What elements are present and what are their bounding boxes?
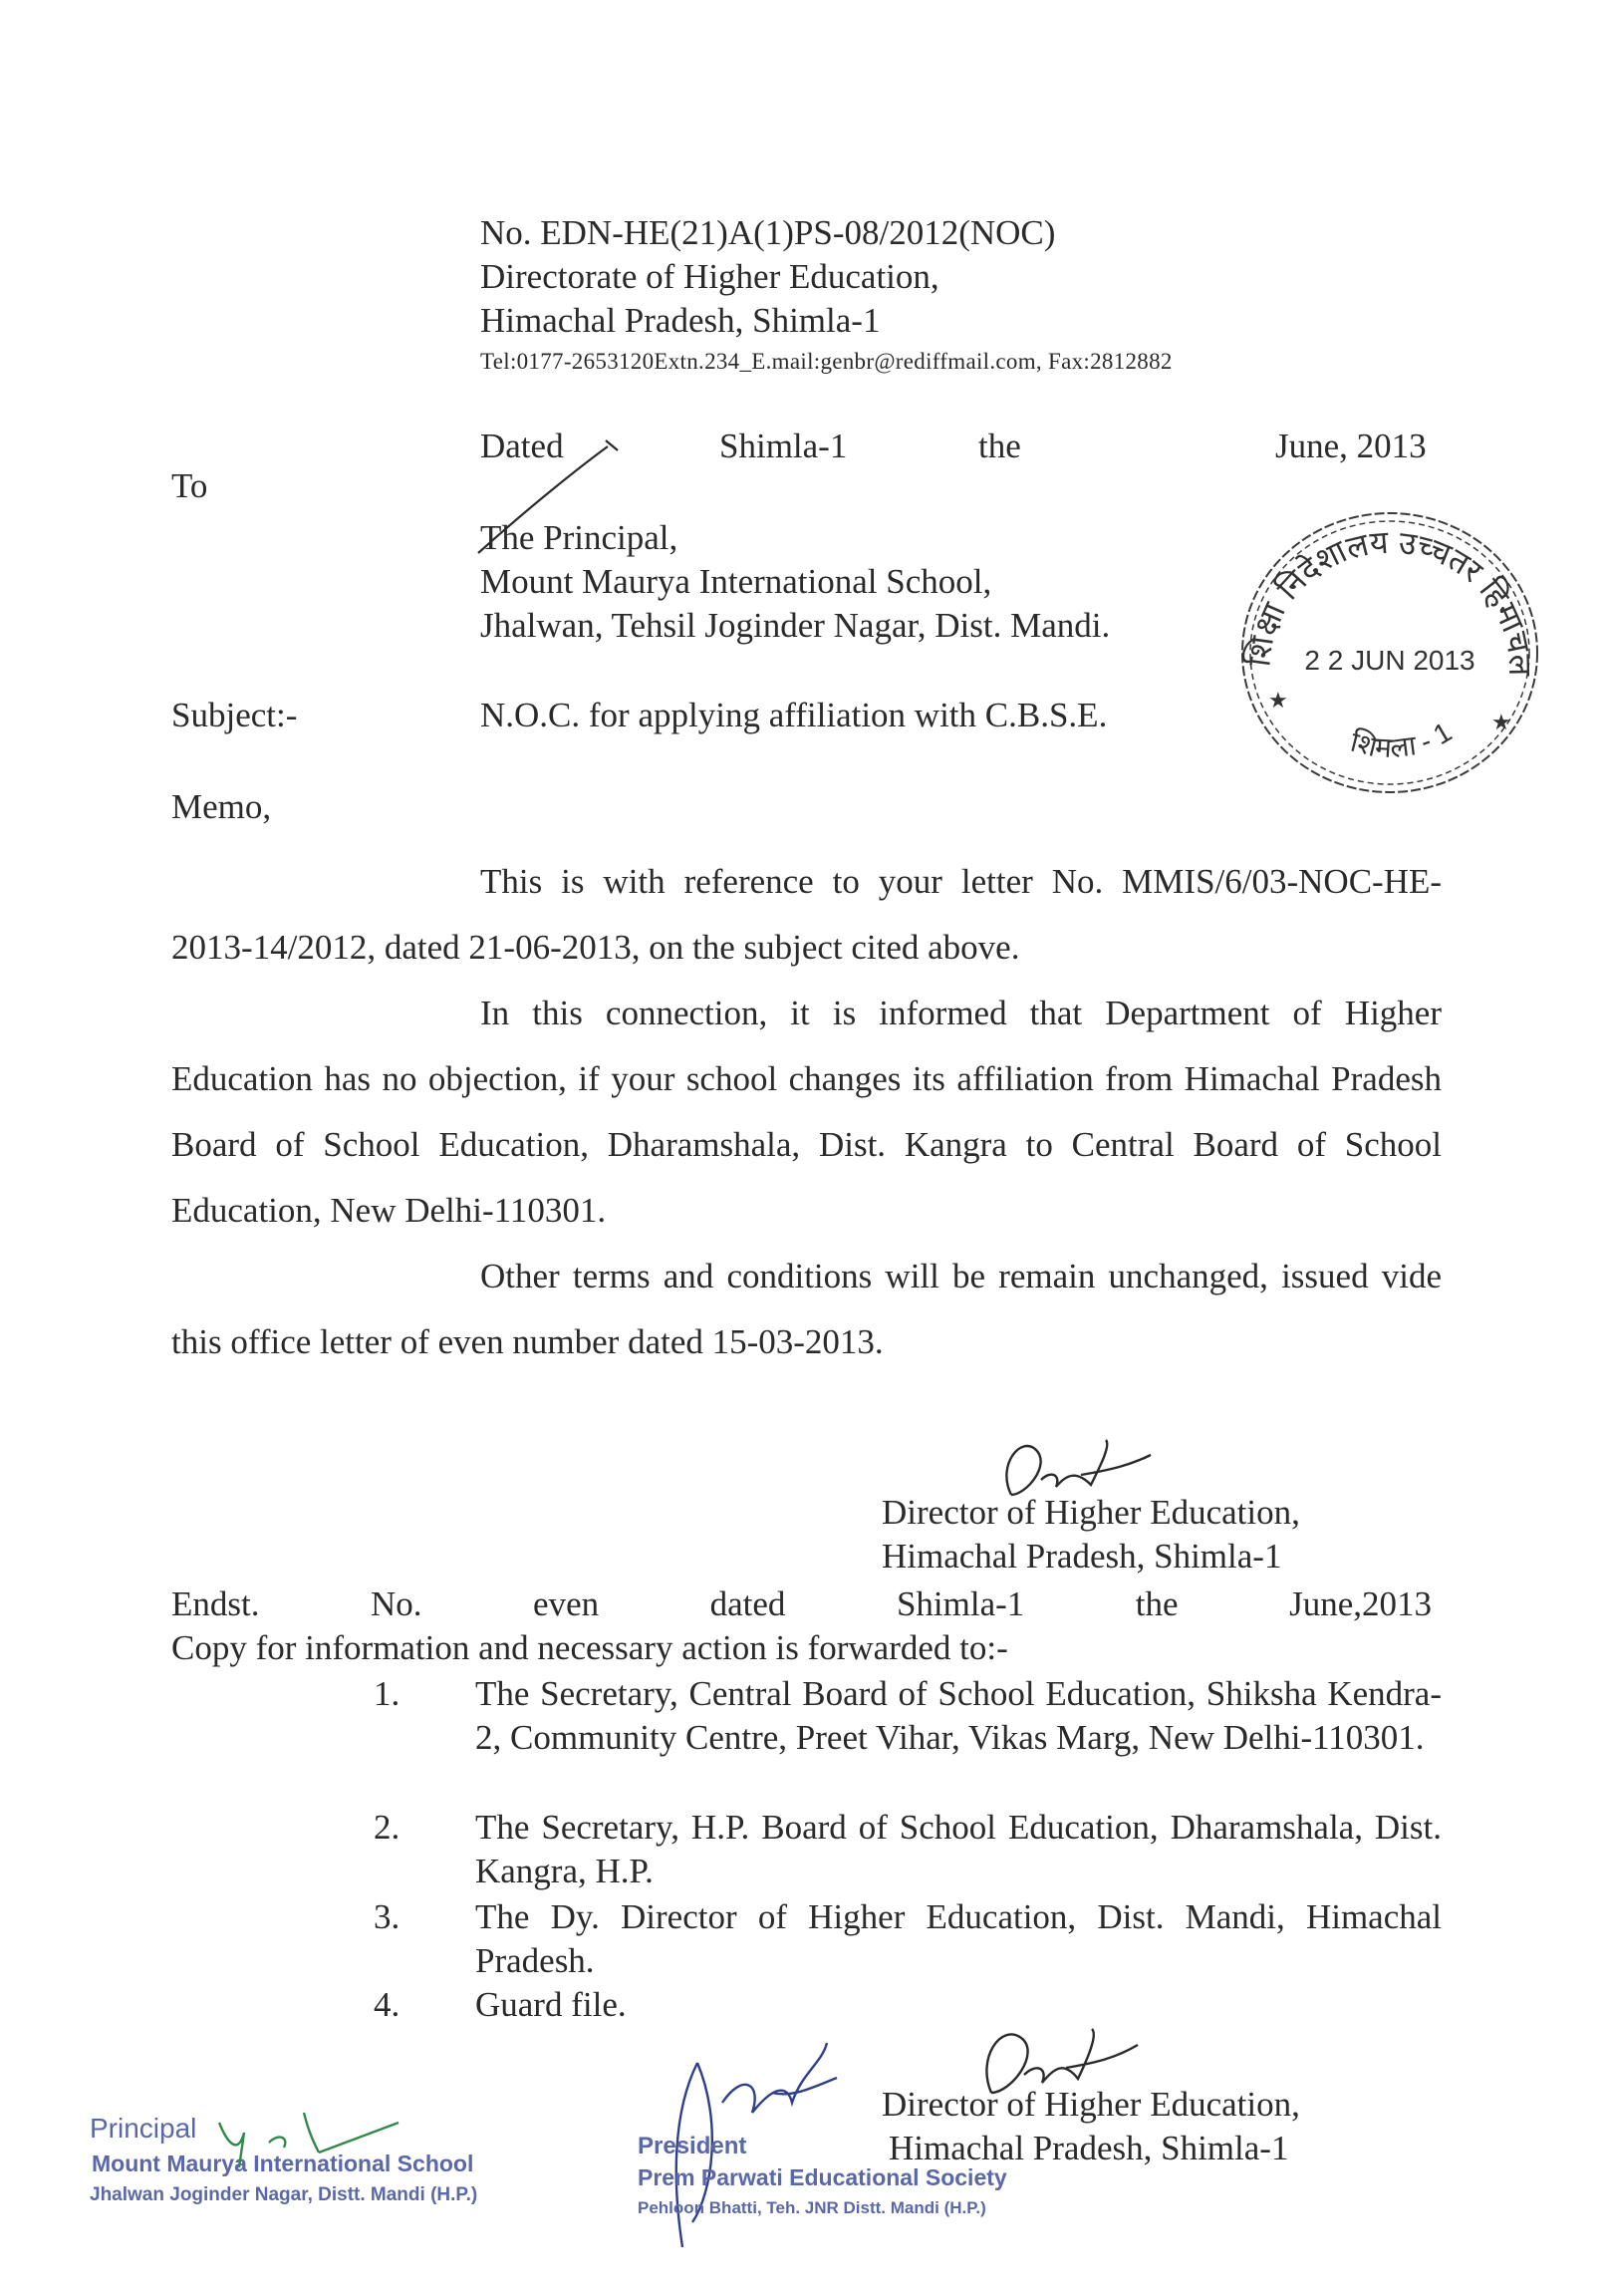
seal-top-text: शिक्षा निदेशालय उच्चतर हिमाचल [1240,523,1539,677]
signature1-title: Director of Higher Education, [882,1493,1300,1532]
endst-word-2: No. [371,1584,422,1623]
seal-star-left-icon: ★ [1268,688,1288,713]
copy-forward-line: Copy for information and necessary action is forwarded to:- [171,1628,1008,1667]
copy-item-3-text: The Dy. Director of Higher Education, Dist. Mandi, Himachal Pradesh. [475,1897,1442,1980]
contact-line: Tel:0177-2653120Extn.234_E.mail:genbr@rediffmail.com, Fax:2812882 [480,349,1173,374]
copy-item-4-number: 4. [374,1985,401,2024]
principal-signature [209,2093,408,2182]
addressee-line1: The Principal, [480,518,678,557]
body-paragraph-1: This is with reference to your letter No. MMIS/6/03-NOC-HE-2013-14/2012, dated 21-06-2013, on the subject cited above. [171,862,1442,967]
dated-the: the [978,427,1021,465]
endst-word-7: June,2013 [1289,1584,1432,1623]
subject-text: N.O.C. for applying affiliation with C.B.S.E. [480,696,1108,734]
body-paragraph-3: Other terms and conditions will be remain unchanged, issued vide this office letter of even number dated 15-03-2013. [171,1257,1442,1361]
subject-label: Subject:- [171,696,298,734]
endst-word-4: dated [709,1584,786,1623]
letter-body [171,849,1442,1375]
signature1-location: Himachal Pradesh, Shimla-1 [882,1537,1282,1576]
endst-word-3: even [533,1584,600,1623]
office-location: Himachal Pradesh, Shimla-1 [480,301,881,340]
endst-word-6: the [1135,1584,1179,1623]
dated-place: Shimla-1 [719,427,848,465]
office-name: Directorate of Higher Education, [480,257,939,296]
principal-stamp-line3: Jhalwan Joginder Nagar, Distt. Mandi (H.P.) [90,2184,478,2205]
body-paragraph-2: In this connection, it is informed that Department of Higher Education has no objection, if your school changes its affiliation from Himachal Pradesh Board of School Education, Dharamshala, Dist. Kangra to Central Board of School Education, New Delhi-110301. [171,994,1442,1230]
seal-date: 2 2 JUN 2013 [1304,645,1475,676]
dated-month-year: June, 2013 [1275,427,1427,465]
seal-star-right-icon: ★ [1491,710,1511,734]
copy-item-3-number: 3. [374,1897,401,1936]
copy-item-2-number: 2. [374,1808,401,1847]
reference-number: No. EDN-HE(21)A(1)PS-08/2012(NOC) [480,213,1056,252]
memo-label: Memo, [171,787,272,826]
svg-text:शिमला - 1 [1348,717,1458,764]
signature2-location: Himachal Pradesh, Shimla-1 [889,2129,1289,2167]
principal-stamp-line1: Principal [90,2113,197,2144]
addressee-line2: Mount Maurya International School, [480,562,992,601]
copy-item-1-number: 1. [374,1674,401,1713]
endst-word-5: Shimla-1 [896,1584,1025,1623]
copy-item-1-text: The Secretary, Central Board of School Education, Shiksha Kendra-2, Community Centre, Preet Vihar, Vikas Marg, New Delhi-110301. [475,1674,1442,1757]
signature2-title: Director of Higher Education, [882,2085,1300,2124]
to-label: To [171,466,208,505]
president-stamp-line2: Prem Parwati Educational Society [638,2164,1007,2190]
principal-stamp-line2: Mount Maurya International School [92,2151,474,2176]
copy-item-2-text: The Secretary, H.P. Board of School Education, Dharamshala, Dist. Kangra, H.P. [475,1808,1442,1890]
seal-bottom-text: शिमला - 1 [1347,716,1458,764]
office-seal-stamp [1230,498,1549,807]
copy-item-4-text: Guard file. [475,1985,627,2024]
president-stamp-line1: President [638,2133,747,2159]
endorsement-line [171,1584,1432,1624]
endst-word-1: Endst. [171,1584,260,1623]
dated-label: Dated [480,427,564,465]
president-stamp-line3: Pehloon Bhatti, Teh. JNR Distt. Mandi (H.P.) [638,2198,986,2217]
addressee-line3: Jhalwan, Tehsil Joginder Nagar, Dist. Mandi. [480,606,1111,645]
